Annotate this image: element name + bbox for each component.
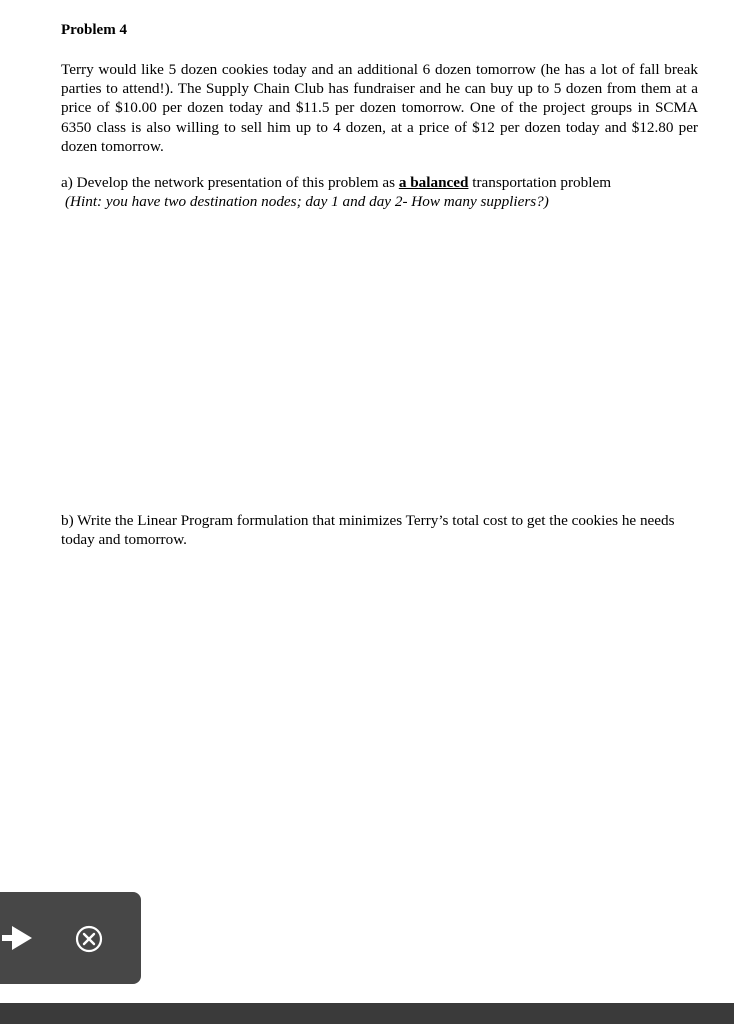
- bottom-bar: [0, 1003, 734, 1024]
- close-circle-icon: [74, 924, 104, 954]
- part-a-emphasis: a balanced: [398, 174, 469, 191]
- part-a-suffix: transportation problem: [468, 174, 612, 191]
- part-b-question: b) Write the Linear Program formulation that minimizes Terry’s total cost to get the cookies he needs today and tomorrow.: [61, 512, 675, 548]
- play-arrow-icon: [0, 922, 38, 954]
- part-a-hint: (Hint: you have two destination nodes; day 1 and day 2- How many suppliers?): [65, 193, 549, 210]
- close-button[interactable]: [74, 924, 104, 954]
- media-control-panel: [0, 892, 141, 984]
- part-a-question: [61, 173, 711, 192]
- play-button[interactable]: [0, 922, 38, 954]
- part-a-prefix: a) Develop the network presentation of this problem as: [61, 174, 399, 191]
- problem-title: Problem 4: [61, 22, 127, 38]
- problem-paragraph: Terry would like 5 dozen cookies today and an additional 6 dozen tomorrow (he has a lot of fall break parties to attend!). The Supply Chain Club has fundraiser and he can buy up to 5 dozen from them at a price of $10.00 per dozen today and $11.5 per dozen tomorrow. One of the project groups in SCMA 6350 class is also willing to sell him up to 4 dozen, at a price of $12 per dozen today and $12.80 per dozen tomorrow.: [61, 61, 698, 155]
